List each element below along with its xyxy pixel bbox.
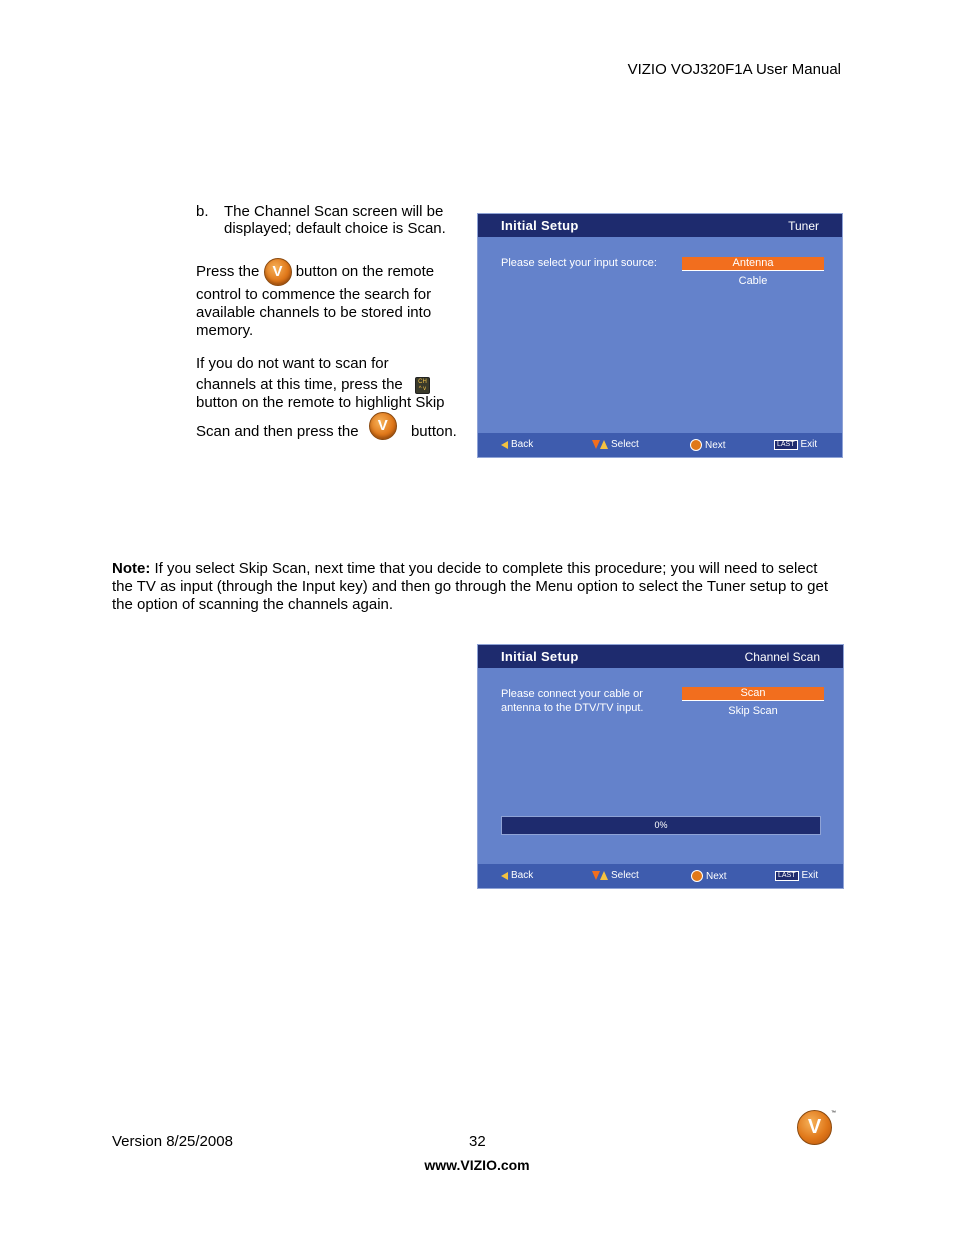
note-label: Note:: [112, 560, 151, 577]
footer-exit: LAST Exit: [774, 439, 817, 450]
footer-select: Select: [592, 439, 639, 450]
footer-version: Version 8/25/2008: [112, 1133, 233, 1150]
screen-footer-bar: [478, 433, 842, 457]
v-next-icon: [691, 870, 703, 882]
step-label: b.: [196, 203, 209, 220]
tuner-screen: [477, 213, 843, 458]
skip-line-3: button on the remote to highlight Skip: [196, 394, 445, 411]
option-cable[interactable]: Cable: [738, 275, 768, 287]
press-v-post: button on the remote control to commence the search for available channels to be stored into memory.: [196, 262, 435, 339]
skip-line-4-pre: Scan and then press the: [196, 422, 359, 440]
option-antenna[interactable]: Antenna: [682, 257, 824, 271]
press-v-paragraph: [196, 258, 468, 340]
select-arrows-icon: [592, 871, 608, 880]
note-paragraph: [112, 560, 842, 614]
skip-line-1: If you do not want to scan for: [196, 355, 389, 372]
footer-exit: LAST Exit: [775, 870, 818, 881]
option-scan[interactable]: Scan: [682, 687, 824, 701]
v-next-icon: [690, 439, 702, 451]
footer-select: Select: [592, 870, 639, 881]
vizio-logo-icon: V: [797, 1110, 832, 1145]
footer-url: www.VIZIO.com: [424, 1157, 530, 1173]
vizio-v-button-icon: V: [369, 412, 397, 440]
screen-footer-bar: [478, 864, 843, 888]
step-text: The Channel Scan screen will be displayed; default choice is Scan.: [224, 203, 446, 237]
screen-section: Tuner: [788, 219, 819, 233]
page-number: 32: [469, 1133, 486, 1150]
channel-scan-screen: [477, 644, 844, 889]
back-arrow-icon: [501, 441, 508, 449]
option-skip-scan[interactable]: Skip Scan: [728, 705, 778, 717]
connect-prompt: Please connect your cable or antenna to the DTV/TV input.: [501, 688, 644, 714]
manual-title: VIZIO VOJ320F1A User Manual: [627, 61, 841, 78]
last-key-icon: LAST: [775, 871, 799, 881]
screen-title: Initial Setup: [501, 649, 579, 664]
select-arrows-icon: [592, 440, 608, 449]
note-text: If you select Skip Scan, next time that you decide to complete this procedure; you will need to select the TV as input (through the Input key) and then go through the Menu option to select the Tuner setup to get the option of scanning the channels again.: [112, 560, 829, 613]
skip-line-2: channels at this time, press the: [196, 376, 403, 393]
trademark-mark: ™: [831, 1110, 836, 1116]
skip-line-4-post: button.: [410, 422, 457, 440]
vizio-v-button-icon: V: [264, 258, 292, 286]
screen-section: Channel Scan: [744, 650, 820, 664]
skip-paragraph: [196, 355, 468, 446]
channel-button-icon: CH ^ v: [415, 377, 430, 394]
footer-back: Back: [501, 439, 533, 450]
footer-next: Next: [691, 870, 727, 882]
scan-progress-bar: 0%: [501, 816, 821, 835]
back-arrow-icon: [501, 872, 508, 880]
screen-title-bar: [478, 645, 843, 668]
footer-next: Next: [690, 439, 726, 451]
footer-back: Back: [501, 870, 533, 881]
press-v-pre: Press the: [196, 262, 260, 280]
input-source-prompt: Please select your input source:: [501, 257, 657, 269]
screen-title-bar: [478, 214, 842, 237]
last-key-icon: LAST: [774, 440, 798, 450]
screen-title: Initial Setup: [501, 218, 579, 233]
